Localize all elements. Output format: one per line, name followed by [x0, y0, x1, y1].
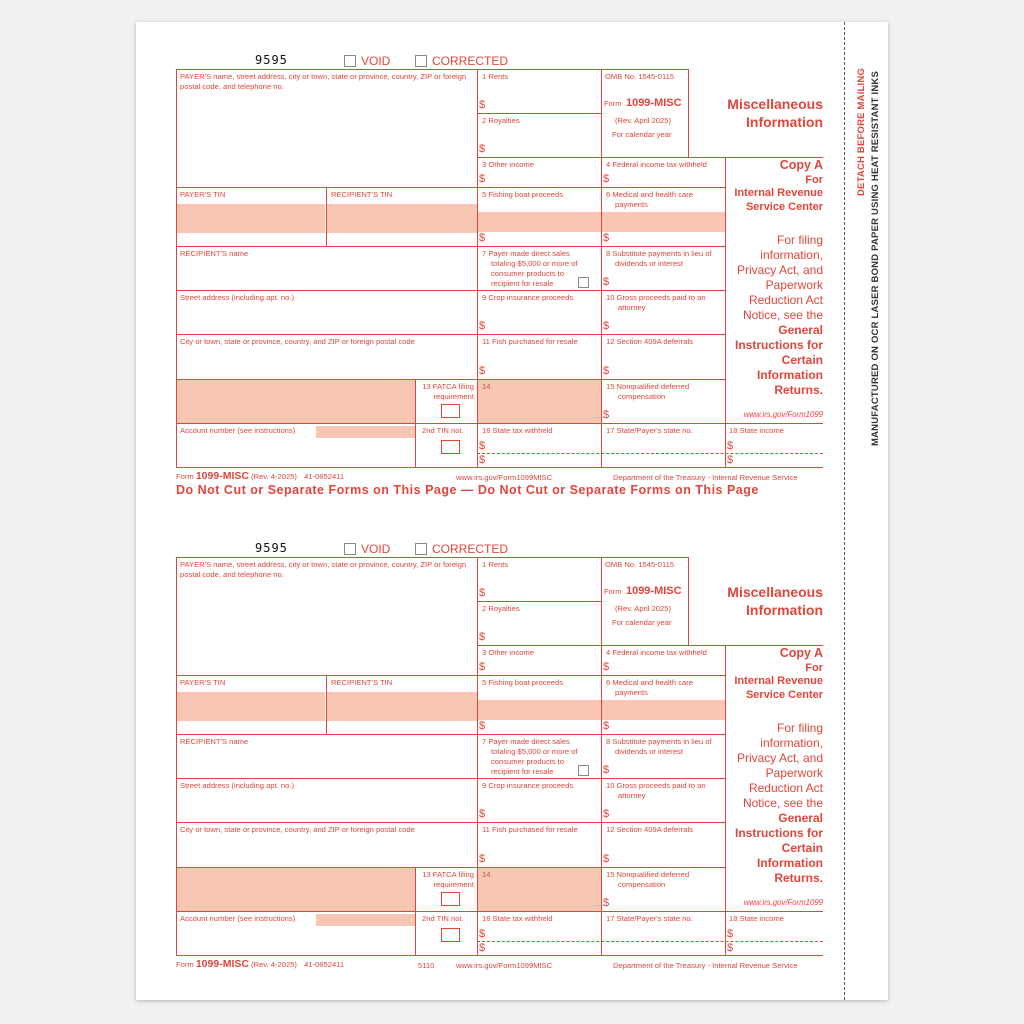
second-tin-checkbox[interactable] — [441, 928, 460, 942]
box8-label: 8 Substitute payments in lieu of dividends or interest — [606, 737, 712, 756]
box11-label: 11 Fish purchased for resale — [482, 337, 578, 346]
box2-dollar: $ — [479, 143, 486, 155]
box5-label: 5 Fishing boat proceeds — [482, 190, 564, 199]
box16-dollar-2: $ — [479, 942, 486, 954]
box2-dollar: $ — [479, 631, 486, 643]
corrected-checkbox[interactable] — [415, 55, 427, 67]
corrected-label: CORRECTED — [432, 54, 509, 68]
box4-dollar: $ — [603, 661, 610, 673]
box5-label: 5 Fishing boat proceeds — [482, 678, 564, 687]
filing-line: Privacy Act, and — [736, 263, 823, 277]
box10-dollar: $ — [603, 808, 610, 820]
footer-cat: 41-0852411 — [304, 960, 345, 969]
city-label: City or town, state or province, country, and ZIP or foreign postal code — [180, 825, 415, 834]
account-number-label: Account number (see instructions) — [180, 426, 296, 435]
account-number-label: Account number (see instructions) — [180, 914, 296, 923]
city-label: City or town, state or province, country, and ZIP or foreign postal code — [180, 337, 415, 346]
box4-label: 4 Federal income tax withheld — [606, 648, 707, 657]
box7-checkbox[interactable] — [578, 765, 589, 776]
recipient-tin-label: RECIPIENT'S TIN — [331, 190, 393, 199]
filing-line: Paperwork — [765, 278, 823, 292]
general-instructions-line: Certain — [781, 353, 823, 367]
recipient-tin-label: RECIPIENT'S TIN — [331, 678, 393, 687]
box18-dollar-1: $ — [727, 928, 734, 940]
rev-date: (Rev. April 2025) — [615, 116, 671, 125]
fatca-checkbox[interactable] — [441, 892, 460, 906]
street-address-label: Street address (including apt. no.) — [180, 293, 294, 302]
payer-name-field[interactable] — [177, 96, 476, 186]
payer-tin-label: PAYER'S TIN — [180, 190, 226, 199]
box6-dollar: $ — [603, 232, 610, 244]
form-id — [604, 581, 682, 599]
recipient-name-label: RECIPIENT'S name — [180, 737, 249, 746]
rev-date: (Rev. April 2025) — [615, 604, 671, 613]
box17-label: 17 State/Payer's state no. — [606, 426, 693, 435]
box11-label: 11 Fish purchased for resale — [482, 825, 578, 834]
box3-dollar: $ — [479, 173, 486, 185]
box15-dollar: $ — [603, 897, 610, 909]
general-instructions-line: General — [778, 811, 823, 825]
box18-dollar-1: $ — [727, 440, 734, 452]
box18-label: 18 State income — [729, 914, 784, 923]
recipient-tin-shade — [326, 204, 477, 233]
filing-notice — [727, 233, 823, 398]
box10-label: 10 Gross proceeds paid to an attorney — [606, 293, 706, 312]
recipient-name-label: RECIPIENT'S name — [180, 249, 249, 258]
filing-line: Paperwork — [765, 766, 823, 780]
box4-dollar: $ — [603, 173, 610, 185]
box1-dollar: $ — [479, 99, 486, 111]
form-title-line1: Miscellaneous — [727, 584, 823, 600]
box3-label: 3 Other income — [482, 648, 534, 657]
general-instructions-line: Instructions for — [734, 338, 823, 352]
scan-code: 9595 — [255, 53, 288, 67]
copy-block — [727, 158, 823, 215]
filing-line: For filing — [776, 721, 823, 735]
general-instructions-line: Information — [757, 856, 823, 870]
form-id — [604, 93, 682, 111]
void-checkbox[interactable] — [344, 55, 356, 67]
for-label: For — [805, 173, 823, 186]
void-label: VOID — [361, 54, 391, 68]
general-instructions-line: General — [778, 323, 823, 337]
footer-form: Form — [176, 960, 194, 969]
box6-dollar: $ — [603, 720, 610, 732]
form-copy-bottom — [0, 488, 1024, 970]
footer-dept: Department of the Treasury - Internal Revenue Service — [613, 961, 798, 970]
box7-checkbox[interactable] — [578, 277, 589, 288]
box1-label: 1 Rents — [482, 72, 509, 81]
box13-left-shade — [176, 868, 416, 911]
irs-center-2: Service Center — [745, 689, 823, 702]
scan-code: 9595 — [255, 541, 288, 555]
irs-url: www.irs.gov/Form1099 — [743, 898, 823, 907]
box13-left-shade — [176, 380, 416, 423]
general-instructions-line: Certain — [781, 841, 823, 855]
box10-label: 10 Gross proceeds paid to an attorney — [606, 781, 706, 800]
recipient-tin-shade — [326, 692, 477, 721]
form-name: 1099-MISC — [625, 97, 682, 109]
form-title — [690, 95, 823, 131]
calendar-year-label: For calendar year — [612, 618, 672, 627]
corrected-checkbox[interactable] — [415, 543, 427, 555]
footer-form: Form — [176, 472, 194, 481]
payer-tin-label: PAYER'S TIN — [180, 678, 226, 687]
box2-label: 2 Royalties — [482, 116, 520, 125]
box18-dollar-2: $ — [727, 454, 734, 466]
irs-url: www.irs.gov/Form1099 — [743, 410, 823, 419]
payer-name-label: PAYER'S name, street address, city or town, state or province, country, ZIP or foreign postal code, and telephone no. — [180, 560, 467, 579]
footer-rev: (Rev. 4-2025) — [251, 960, 297, 969]
form-title — [690, 583, 823, 619]
box6-label: 6 Medical and health care payments — [606, 678, 693, 697]
do-not-cut-warning: Do Not Cut or Separate Forms on This Page — Do Not Cut or Separate Forms on This Page — [176, 483, 759, 497]
box16-dollar-1: $ — [479, 928, 486, 940]
box6-label: 6 Medical and health care payments — [606, 190, 693, 209]
box9-label: 9 Crop insurance proceeds — [482, 293, 574, 302]
box16-dollar-2: $ — [479, 454, 486, 466]
form-title-line2: Information — [746, 602, 823, 619]
account-shade — [316, 426, 415, 438]
irs-center-1: Internal Revenue — [734, 675, 823, 688]
copy-block — [727, 646, 823, 703]
footer-name: 1099-MISC — [195, 958, 249, 970]
form-footer — [176, 958, 344, 970]
box15-dollar: $ — [603, 409, 610, 421]
for-label: For — [805, 661, 823, 674]
payer-tin-shade — [176, 692, 325, 721]
filing-notice — [727, 721, 823, 886]
payer-name-field[interactable] — [177, 584, 476, 674]
general-instructions-line: Returns. — [774, 383, 823, 397]
irs-center-2: Service Center — [745, 201, 823, 214]
box1-label: 1 Rents — [482, 560, 509, 569]
copy-label: Copy A — [779, 646, 823, 660]
second-tin-label: 2nd TIN not. — [422, 914, 464, 923]
second-tin-checkbox[interactable] — [441, 440, 460, 454]
box7-label: 7 Payer made direct sales totaling $5,000 or more of consumer products to recipient for resale — [482, 249, 578, 288]
payer-name-label: PAYER'S name, street address, city or town, state or province, country, ZIP or foreign postal code, and telephone no. — [180, 72, 467, 91]
box7-label: 7 Payer made direct sales totaling $5,000 or more of consumer products to recipient for resale — [482, 737, 578, 776]
filing-line: Reduction Act — [748, 293, 823, 307]
footer-dept: Department of the Treasury - Internal Revenue Service — [613, 473, 798, 482]
footer-url: www.irs.gov/Form1099MISC — [456, 473, 553, 482]
box18-dollar-2: $ — [727, 942, 734, 954]
form-footer — [176, 470, 344, 482]
general-instructions-line: Information — [757, 368, 823, 382]
box14-label: 14 — [482, 870, 491, 879]
box14-label: 14 — [482, 382, 491, 391]
box18-label: 18 State income — [729, 426, 784, 435]
filing-line: Notice, see the — [742, 308, 823, 322]
general-instructions-line: Instructions for — [734, 826, 823, 840]
box5-dollar: $ — [479, 720, 486, 732]
account-shade — [316, 914, 415, 926]
box9-dollar: $ — [479, 808, 486, 820]
copy-label: Copy A — [779, 158, 823, 172]
fatca-checkbox[interactable] — [441, 404, 460, 418]
box12-dollar: $ — [603, 365, 610, 377]
void-label: VOID — [361, 542, 391, 556]
calendar-year-label: For calendar year — [612, 130, 672, 139]
manufactured-notice: MANUFACTURED ON OCR LASER BOND PAPER USING HEAT RESISTANT INKS — [870, 71, 881, 446]
box16-dollar-1: $ — [479, 440, 486, 452]
box9-label: 9 Crop insurance proceeds — [482, 781, 574, 790]
box16-label: 16 State tax withheld — [482, 426, 553, 435]
form-copy-top — [0, 0, 1024, 482]
box17-label: 17 State/Payer's state no. — [606, 914, 693, 923]
filing-line: For filing — [776, 233, 823, 247]
fatca-label: 13 FATCA filing requirement — [422, 870, 474, 889]
second-tin-label: 2nd TIN not. — [422, 426, 464, 435]
box12-label: 12 Section 409A deferrals — [606, 337, 693, 346]
omb-number: OMB No. 1545-0115 — [605, 72, 675, 81]
form-title-line2: Information — [746, 114, 823, 131]
box1-dollar: $ — [479, 587, 486, 599]
box2-label: 2 Royalties — [482, 604, 520, 613]
footer-name: 1099-MISC — [195, 470, 249, 482]
box11-dollar: $ — [479, 853, 486, 865]
box11-dollar: $ — [479, 365, 486, 377]
box8-label: 8 Substitute payments in lieu of dividends or interest — [606, 249, 712, 268]
footer-page-code: 5110 — [418, 961, 435, 970]
box15-label: 15 Nonqualified deferred compensation — [606, 870, 690, 889]
box12-label: 12 Section 409A deferrals — [606, 825, 693, 834]
form-prefix: Form — [604, 99, 622, 108]
general-instructions-line: Returns. — [774, 871, 823, 885]
filing-line: Notice, see the — [742, 796, 823, 810]
void-checkbox[interactable] — [344, 543, 356, 555]
box9-dollar: $ — [479, 320, 486, 332]
box3-label: 3 Other income — [482, 160, 534, 169]
box14-shade — [477, 868, 601, 911]
form-title-line1: Miscellaneous — [727, 96, 823, 112]
payer-tin-shade — [176, 204, 325, 233]
box15-label: 15 Nonqualified deferred compensation — [606, 382, 690, 401]
box3-dollar: $ — [479, 661, 486, 673]
corrected-label: CORRECTED — [432, 542, 509, 556]
form-prefix: Form — [604, 587, 622, 596]
box8-dollar: $ — [603, 764, 610, 776]
form-name: 1099-MISC — [625, 585, 682, 597]
footer-url: www.irs.gov/Form1099MISC — [456, 961, 553, 970]
box10-dollar: $ — [603, 320, 610, 332]
box16-label: 16 State tax withheld — [482, 914, 553, 923]
box14-shade — [477, 380, 601, 423]
filing-line: information, — [760, 736, 823, 750]
detach-notice: DETACH BEFORE MAILING — [856, 67, 867, 196]
filing-line: Reduction Act — [748, 781, 823, 795]
box4-label: 4 Federal income tax withheld — [606, 160, 707, 169]
footer-rev: (Rev. 4-2025) — [251, 472, 297, 481]
filing-line: information, — [760, 248, 823, 262]
omb-number: OMB No. 1545-0115 — [605, 560, 675, 569]
filing-line: Privacy Act, and — [736, 751, 823, 765]
footer-cat: 41-0852411 — [304, 472, 345, 481]
irs-center-1: Internal Revenue — [734, 187, 823, 200]
fatca-label: 13 FATCA filing requirement — [422, 382, 474, 401]
box8-dollar: $ — [603, 276, 610, 288]
box5-dollar: $ — [479, 232, 486, 244]
box12-dollar: $ — [603, 853, 610, 865]
street-address-label: Street address (including apt. no.) — [180, 781, 294, 790]
